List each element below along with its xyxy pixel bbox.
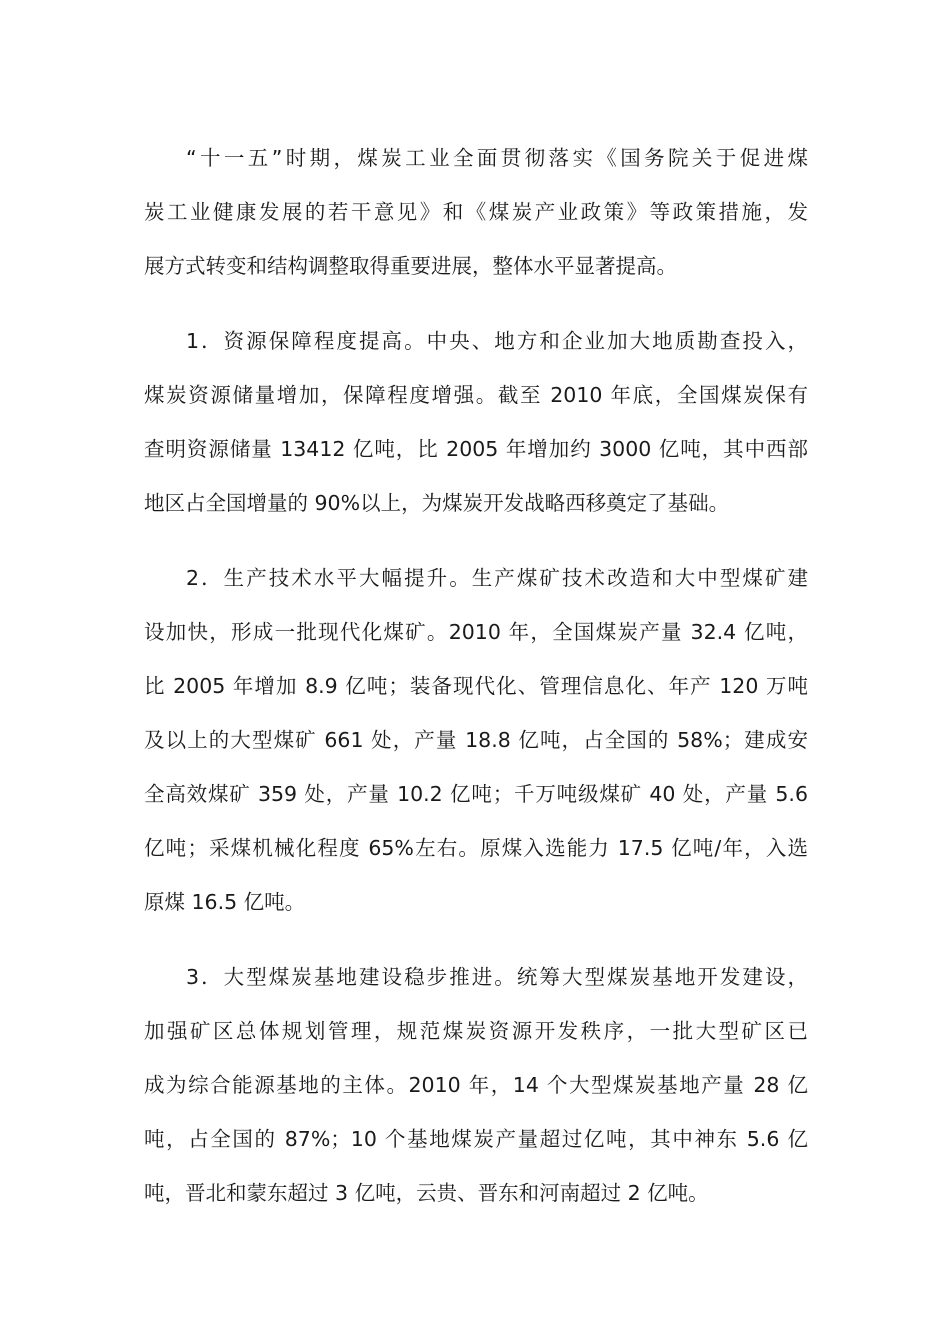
- text-line: 炭工业健康发展的若干意见》和《煤炭产业政策》等政策措施，发: [144, 200, 808, 224]
- document-body: [144, 131, 808, 1220]
- text-line: 2．生产技术水平大幅提升。生产煤矿技术改造和大中型煤矿建: [186, 566, 808, 590]
- paragraph-intro: [144, 131, 808, 293]
- paragraph-item-1: [144, 314, 808, 530]
- text-line: 展方式转变和结构调整取得重要进展，整体水平显著提高。: [144, 254, 677, 278]
- text-line: 及以上的大型煤矿 661 处，产量 18.8 亿吨，占全国的 58%；建成安: [144, 728, 808, 752]
- text-line: 煤炭资源储量增加，保障程度增强。截至 2010 年底，全国煤炭保有: [144, 383, 808, 407]
- text-line: 比 2005 年增加 8.9 亿吨；装备现代化、管理信息化、年产 120 万吨: [144, 674, 808, 698]
- text-line: 3．大型煤炭基地建设稳步推进。统筹大型煤炭基地开发建设，: [186, 965, 808, 989]
- text-line: “十一五”时期，煤炭工业全面贯彻落实《国务院关于促进煤: [186, 146, 808, 170]
- text-line: 地区占全国增量的 90%以上，为煤炭开发战略西移奠定了基础。: [144, 491, 730, 515]
- text-line: 设加快，形成一批现代化煤矿。2010 年，全国煤炭产量 32.4 亿吨，: [144, 620, 808, 644]
- text-line: 查明资源储量 13412 亿吨，比 2005 年增加约 3000 亿吨，其中西部: [144, 437, 808, 461]
- paragraph-item-3: [144, 950, 808, 1220]
- text-line: 成为综合能源基地的主体。2010 年，14 个大型煤炭基地产量 28 亿: [144, 1073, 808, 1097]
- text-line: 全高效煤矿 359 处，产量 10.2 亿吨；千万吨级煤矿 40 处，产量 5.6: [144, 782, 808, 806]
- text-line: 吨，晋北和蒙东超过 3 亿吨，云贵、晋东和河南超过 2 亿吨。: [144, 1181, 709, 1205]
- text-line: 亿吨；采煤机械化程度 65%左右。原煤入选能力 17.5 亿吨/年，入选: [144, 836, 808, 860]
- text-line: 原煤 16.5 亿吨。: [144, 890, 306, 914]
- text-line: 吨，占全国的 87%；10 个基地煤炭产量超过亿吨，其中神东 5.6 亿: [144, 1127, 808, 1151]
- paragraph-item-2: [144, 551, 808, 929]
- text-line: 1．资源保障程度提高。中央、地方和企业加大地质勘查投入，: [186, 329, 808, 353]
- text-line: 加强矿区总体规划管理，规范煤炭资源开发秩序，一批大型矿区已: [144, 1019, 808, 1043]
